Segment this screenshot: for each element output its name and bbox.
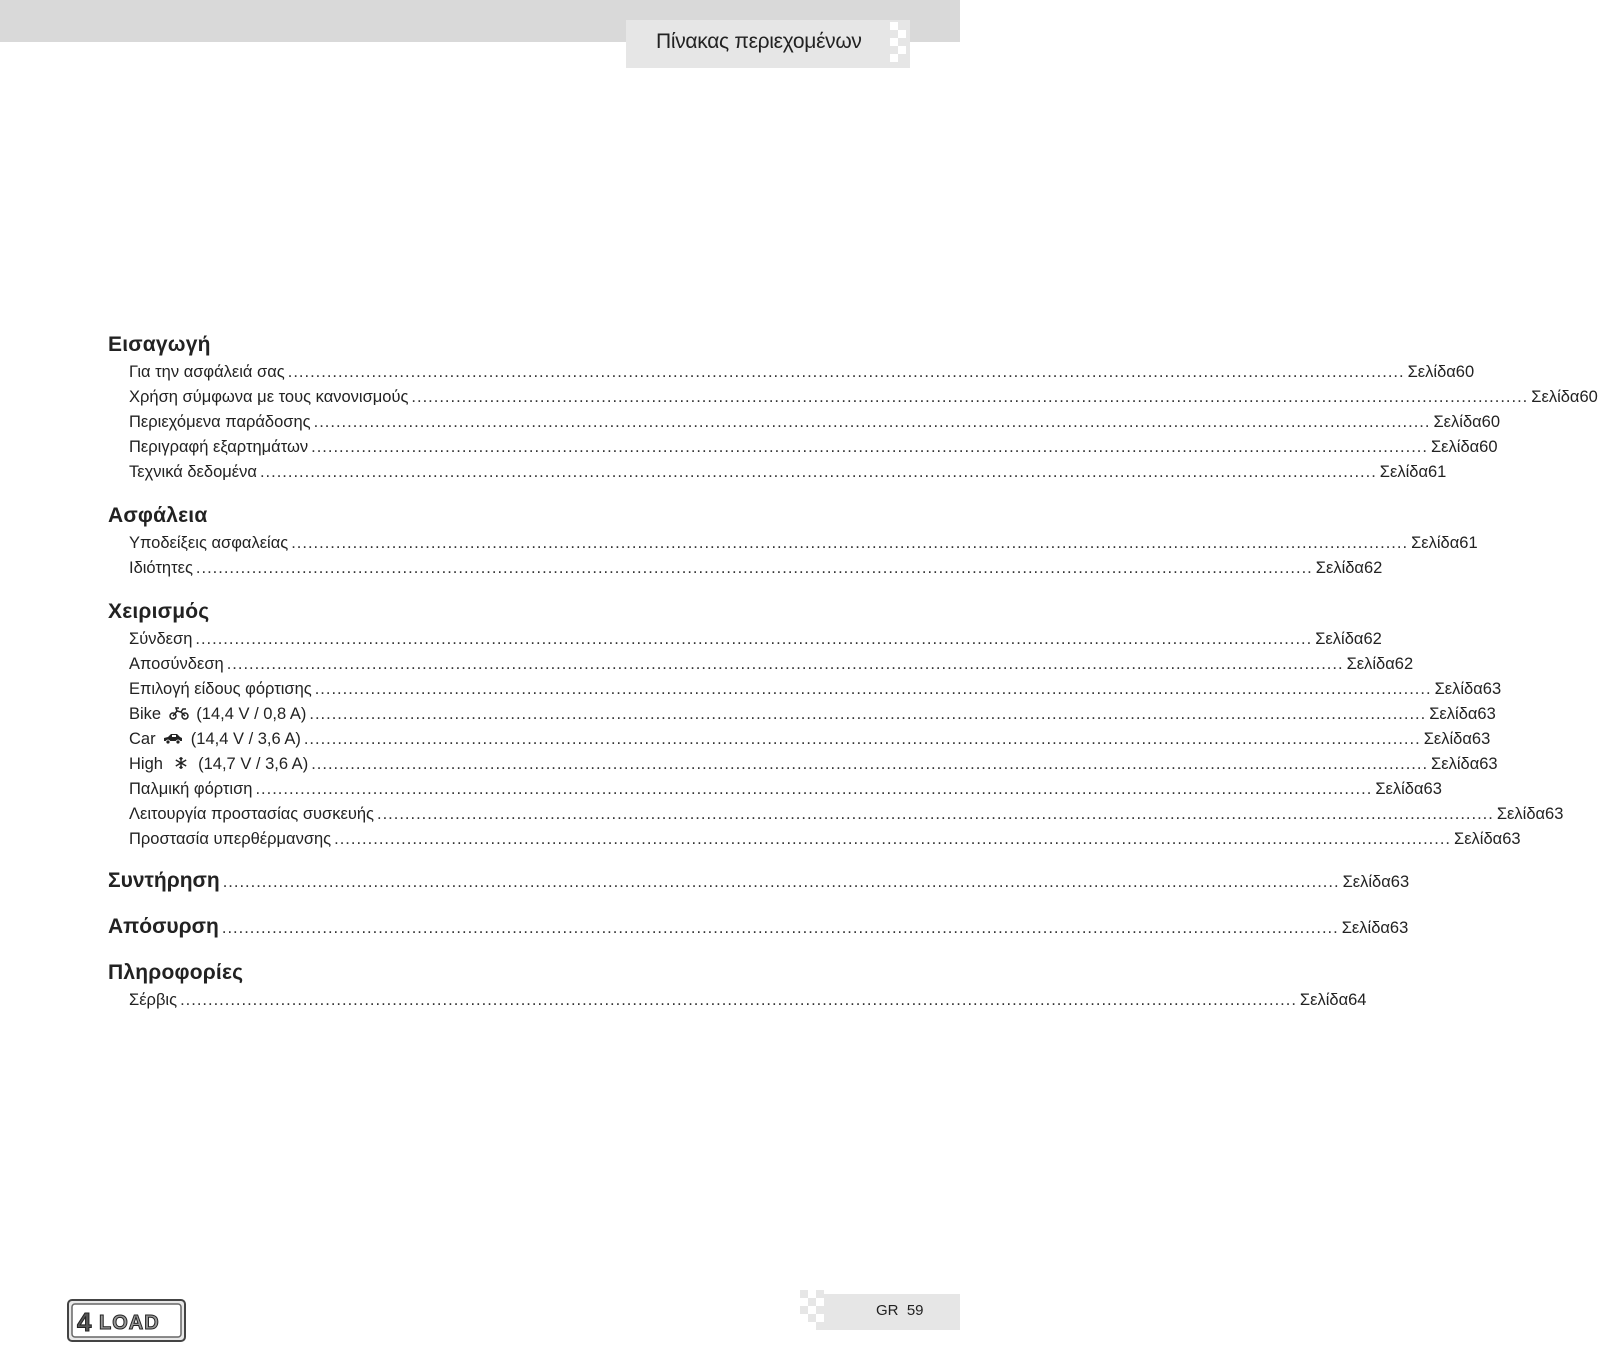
entry-label: Παλμική φόρτιση xyxy=(129,780,253,798)
toc-entry-high[interactable] xyxy=(108,752,1498,777)
page-number: 60 xyxy=(1479,438,1498,456)
dot-leader: ........................................................................................................................................................................................................ xyxy=(259,463,1377,481)
dot-leader: ........................................................................................................................................................................................................ xyxy=(287,363,1405,381)
toc-section-safety xyxy=(108,501,1478,581)
snowflake-icon xyxy=(171,756,191,770)
dot-leader: ........................................................................................................................................................................................................ xyxy=(222,873,1340,891)
toc-section-introduction xyxy=(108,330,1598,485)
entry-label: Για την ασφάλειά σας xyxy=(129,363,285,381)
mode-spec: (14,4 V / 0,8 A) xyxy=(196,705,307,723)
page-label: Σελίδα xyxy=(1315,630,1364,648)
page-number: 64 xyxy=(1348,991,1367,1009)
entry-label xyxy=(129,752,308,777)
page-label: Σελίδα xyxy=(1346,655,1395,673)
dot-leader: ........................................................................................................................................................................................................ xyxy=(221,919,1339,937)
section-heading: Ασφάλεια xyxy=(108,504,208,527)
toc-entry[interactable] xyxy=(108,531,1478,556)
toc-entry[interactable] xyxy=(108,802,1564,827)
page-label: Σελίδα xyxy=(1431,755,1480,773)
toc-entry-bike[interactable] xyxy=(108,702,1496,727)
page-number: 62 xyxy=(1363,559,1383,577)
page-number: 62 xyxy=(1363,630,1382,648)
entry-label xyxy=(129,727,301,752)
page-label: Σελίδα xyxy=(1423,730,1472,748)
toc-entry[interactable] xyxy=(108,385,1598,410)
section-heading: Πληροφορίες xyxy=(108,961,244,984)
entry-label: Σέρβις xyxy=(129,991,178,1009)
dot-leader: ........................................................................................................................................................................................................ xyxy=(376,805,1494,823)
dot-leader: ........................................................................................................................................................................................................ xyxy=(411,388,1529,406)
section-heading: Απόσυρση xyxy=(108,915,219,938)
toc-entry-disposal[interactable] xyxy=(108,912,1409,942)
page-label: Σελίδα xyxy=(1411,534,1460,552)
svg-text:LOAD: LOAD xyxy=(99,1312,160,1334)
page-label: Σελίδα xyxy=(1429,705,1478,723)
toc-entry[interactable] xyxy=(108,435,1498,460)
toc-entry[interactable] xyxy=(108,652,1414,677)
section-heading: Χειρισμός xyxy=(108,600,210,623)
mode-name: High xyxy=(129,755,163,773)
page-label: Σελίδα xyxy=(1433,413,1482,431)
page-title: Πίνακας περιεχομένων xyxy=(656,30,862,53)
dot-leader: ........................................................................................................................................................................................................ xyxy=(314,680,1432,698)
page-number: 63 xyxy=(1471,730,1491,748)
page-number: 62 xyxy=(1394,655,1414,673)
dot-leader: ........................................................................................................................................................................................................ xyxy=(311,438,1428,456)
page-label: Σελίδα xyxy=(1407,363,1456,381)
dot-leader: ........................................................................................................................................................................................................ xyxy=(255,780,1373,798)
dot-leader: ........................................................................................................................................................................................................ xyxy=(291,534,1409,552)
page-number: 63 xyxy=(1482,680,1502,698)
page-number: 63 xyxy=(1502,830,1521,848)
page-label: Σελίδα xyxy=(1341,919,1390,937)
header-checker-right xyxy=(890,22,914,66)
entry-label: Περιγραφή εξαρτημάτων xyxy=(129,438,309,456)
toc-entry[interactable] xyxy=(108,360,1475,385)
dot-leader: ........................................................................................................................................................................................................ xyxy=(309,705,1427,723)
page-label: Σελίδα xyxy=(1379,463,1428,481)
motorcycle-icon xyxy=(169,706,189,720)
page-label: Σελίδα xyxy=(1299,991,1349,1009)
page-label: Σελίδα xyxy=(1531,388,1580,406)
brand-logo xyxy=(67,1298,187,1343)
toc-entry[interactable] xyxy=(108,556,1383,581)
language-code: GR xyxy=(876,1302,899,1319)
entry-label: Σύνδεση xyxy=(129,630,193,648)
toc-entry[interactable] xyxy=(108,777,1442,802)
page-label: Σελίδα xyxy=(1454,830,1503,848)
toc-entry[interactable] xyxy=(108,460,1447,485)
page-number: 60 xyxy=(1579,388,1598,406)
dot-leader: ........................................................................................................................................................................................................ xyxy=(180,991,1297,1009)
page-number: 60 xyxy=(1455,363,1475,381)
page-label: Σελίδα xyxy=(1434,680,1483,698)
mode-name: Car xyxy=(129,730,156,748)
toc-section-information xyxy=(108,958,1367,1013)
toc-entry[interactable] xyxy=(108,677,1502,702)
page-number: 63 xyxy=(1389,919,1409,937)
entry-label: Λειτουργία προστασίας συσκευής xyxy=(129,805,374,823)
entry-label: Τεχνικά δεδομένα xyxy=(129,463,257,481)
toc-entry[interactable] xyxy=(108,410,1501,435)
page-number: 63 xyxy=(1545,805,1564,823)
page-label: Σελίδα xyxy=(1342,873,1391,891)
dot-leader: ........................................................................................................................................................................................................ xyxy=(195,559,1313,577)
toc-entry-maintenance[interactable] xyxy=(108,866,1410,896)
page-number: 63 xyxy=(1390,873,1410,891)
page-number: 63 xyxy=(1423,780,1442,798)
page-number: 60 xyxy=(1481,413,1501,431)
entry-label xyxy=(129,702,306,727)
toc-entry[interactable] xyxy=(108,827,1521,852)
toc-entry[interactable] xyxy=(108,627,1382,652)
page-number: 63 xyxy=(1479,755,1498,773)
page-number: 61 xyxy=(1428,463,1447,481)
toc-section-operation xyxy=(108,597,1564,852)
page-label: Σελίδα xyxy=(1375,780,1424,798)
entry-label: Προστασία υπερθέρμανσης xyxy=(129,830,332,848)
toc-entry-car[interactable] xyxy=(108,727,1491,752)
page-number: 63 xyxy=(1477,705,1496,723)
page-number: 59 xyxy=(906,1302,924,1319)
section-heading: Εισαγωγή xyxy=(108,333,211,356)
mode-spec: (14,4 V / 3,6 A) xyxy=(190,730,301,748)
page-number: 61 xyxy=(1459,534,1478,552)
dot-leader: ........................................................................................................................................................................................................ xyxy=(311,755,1429,773)
entry-label: Αποσύνδεση xyxy=(129,655,224,673)
toc-entry[interactable] xyxy=(108,988,1367,1013)
entry-label: Χρήση σύμφωνα με τους κανονισμούς xyxy=(129,388,409,406)
entry-label: Υποδείξεις ασφαλείας xyxy=(129,534,289,552)
page-label: Σελίδα xyxy=(1430,438,1480,456)
dot-leader: ........................................................................................................................................................................................................ xyxy=(313,413,1431,431)
entry-label: Περιεχόμενα παράδοσης xyxy=(129,413,311,431)
dot-leader: ........................................................................................................................................................................................................ xyxy=(226,655,1344,673)
dot-leader: ........................................................................................................................................................................................................ xyxy=(195,630,1313,648)
svg-text:4: 4 xyxy=(77,1307,92,1337)
table-of-contents xyxy=(108,330,1598,1013)
entry-label: Επιλογή είδους φόρτισης xyxy=(129,680,312,698)
footer-checker xyxy=(800,1290,824,1330)
footer-page-indicator xyxy=(876,1302,924,1319)
mode-spec: (14,7 V / 3,6 A) xyxy=(198,755,309,773)
page-label: Σελίδα xyxy=(1496,805,1546,823)
entry-label: Ιδιότητες xyxy=(129,559,193,577)
section-heading: Συντήρηση xyxy=(108,869,220,892)
page-label: Σελίδα xyxy=(1315,559,1364,577)
dot-leader: ........................................................................................................................................................................................................ xyxy=(334,830,1451,848)
dot-leader: ........................................................................................................................................................................................................ xyxy=(303,730,1421,748)
car-icon xyxy=(163,731,183,745)
mode-name: Bike xyxy=(129,705,162,723)
